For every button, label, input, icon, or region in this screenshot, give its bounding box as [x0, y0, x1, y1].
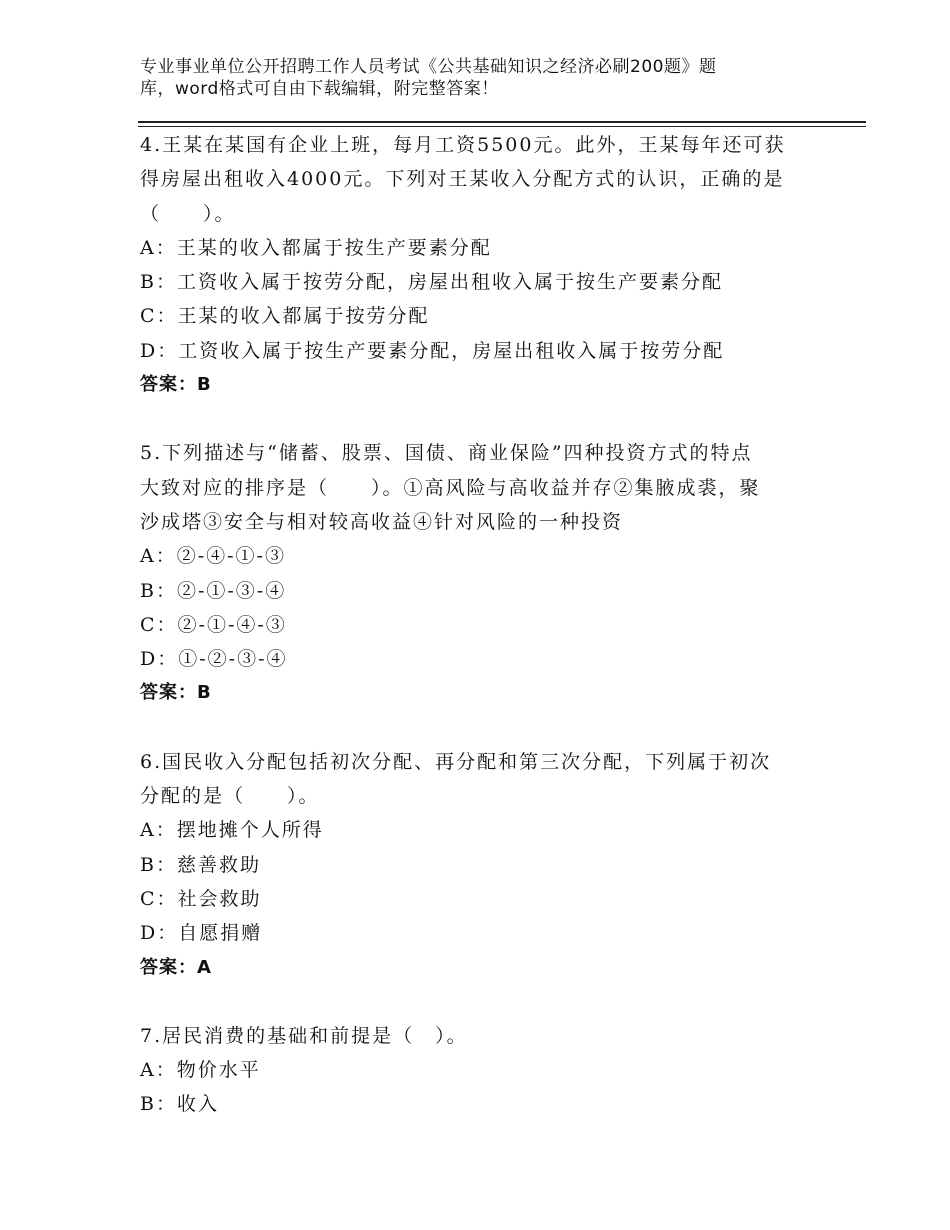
header-divider-thick: [138, 121, 866, 123]
option-d: D：工资收入属于按生产要素分配，房屋出租收入属于按劳分配: [140, 339, 725, 362]
answer-label: 答案：A: [140, 956, 212, 978]
option-d: D：自愿捐赠: [140, 922, 263, 945]
question-stem-line: 大致对应的排序是（ ）。①高风险与高收益并存②集腋成裘，聚: [140, 476, 761, 499]
answer-label: 答案：B: [140, 682, 212, 704]
header-line-2: 库，word格式可自由下载编辑，附完整答案！: [140, 79, 499, 99]
question-stem-line: 分配的是（ ）。: [140, 785, 320, 808]
question-7: [140, 1019, 840, 1122]
header-line-1: 专业事业单位公开招聘工作人员考试《公共基础知识之经济必刷200题》题: [140, 57, 717, 77]
question-stem-line: 4.王某在某国有企业上班，每月工资5500元。此外，王某每年还可获: [140, 134, 786, 156]
answer-label: 答案：B: [140, 374, 212, 396]
option-b: B：收入: [140, 1093, 219, 1116]
document-header: [140, 56, 780, 100]
question-6: [140, 745, 840, 985]
option-c: C：王某的收入都属于按劳分配: [140, 305, 430, 328]
question-stem-line: 得房屋出租收入4000元。下列对王某收入分配方式的认识，正确的是: [140, 168, 785, 191]
option-a: A：物价水平: [140, 1059, 261, 1082]
question-stem-line: 沙成塔③安全与相对较高收益④针对风险的一种投资: [140, 510, 624, 533]
option-a: A：摆地摊个人所得: [140, 819, 324, 842]
option-b: B：工资收入属于按劳分配，房屋出租收入属于按生产要素分配: [140, 271, 723, 294]
option-a: A：王某的收入都属于按生产要素分配: [140, 236, 492, 259]
option-a: A：②-④-①-③: [140, 545, 286, 568]
question-5: [140, 436, 840, 710]
option-d: D：①-②-③-④: [140, 648, 288, 671]
question-stem-line: （ ）。: [140, 202, 236, 225]
header-divider-thin: [138, 126, 866, 127]
question-stem-line: 6.国民收入分配包括初次分配、再分配和第三次分配，下列属于初次: [140, 750, 772, 773]
option-c: C：②-①-④-③: [140, 613, 287, 636]
question-stem-line: 7.居民消费的基础和前提是（ ）。: [140, 1024, 468, 1047]
option-b: B：②-①-③-④: [140, 579, 287, 602]
question-list: [140, 128, 840, 1156]
question-4: [140, 128, 840, 402]
option-c: C：社会救助: [140, 887, 262, 910]
question-stem-line: 5.下列描述与“储蓄、股票、国债、商业保险”四种投资方式的特点: [140, 442, 753, 465]
option-b: B：慈善救助: [140, 853, 261, 876]
